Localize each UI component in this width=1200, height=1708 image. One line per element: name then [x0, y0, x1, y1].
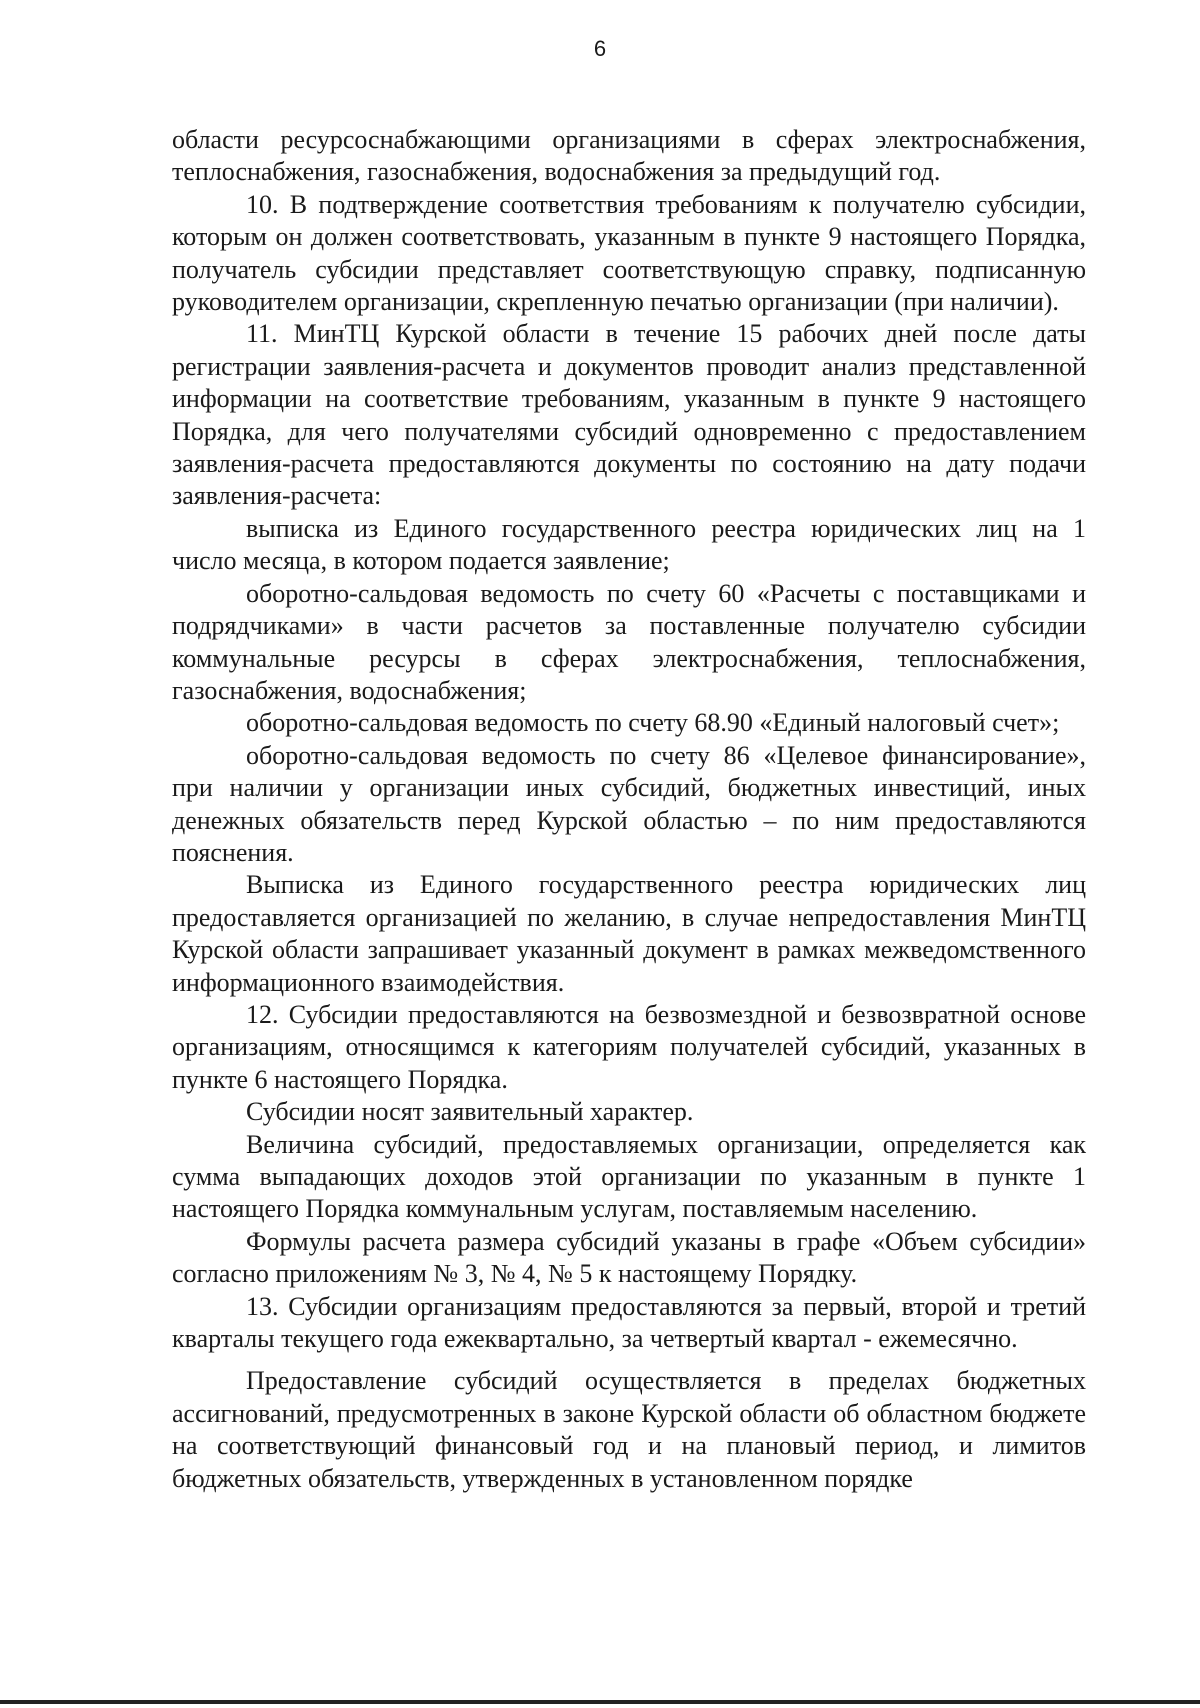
paragraph-declarative: Субсидии носят заявительный характер.	[246, 1097, 694, 1127]
paragraph-item-12: 12. Субсидии предоставляются на безвозмездной и безвозвратной основе организациям, относящимся к категориям получателей субсидий, указанных в пункте 6 настоящего Порядка.	[172, 999, 1086, 1094]
paragraph-egrul-optional: Выписка из Единого государственного реестра юридических лиц предоставляется организацией по желанию, в случае непредоставления МинТЦ Курской области запрашивает указанный документ в рамках межведомственного информационного взаимодействия.	[172, 870, 1086, 997]
scan-bottom-edge	[0, 1700, 1200, 1704]
page-number: 6	[593, 36, 607, 61]
paragraph-budget-limits: Предоставление субсидий осуществляется в пределах бюджетных ассигнований, предусмотренных в законе Курской области об областном бюджете на соответствующий финансовый год и на плановый период, и лимитов бюджетных обязательств, утвержденных в установленном порядке	[172, 1366, 1086, 1493]
paragraph-formulas: Формулы расчета размера субсидий указаны в графе «Объем субсидии» согласно приложениям № 3, № 4, № 5 к настоящему Порядку.	[172, 1226, 1086, 1289]
paragraph-account-60: оборотно-сальдовая ведомость по счету 60 «Расчеты с поставщиками и подрядчиками» в части расчетов за поставленные получателю субсидии коммунальные ресурсы в сферах электроснабжения, теплоснабжения, газоснабжения, водоснабжения;	[172, 578, 1086, 705]
paragraph-item-10: 10. В подтверждение соответствия требованиям к получателю субсидии, которым он должен соответствовать, указанным в пункте 9 настоящего Порядка, получатель субсидии представляет соответствующую справку, подписанную руководителем организации, скрепленную печатью организации (при наличии).	[172, 189, 1086, 317]
paragraph-account-68: оборотно-сальдовая ведомость по счету 68.90 «Единый налоговый счет»;	[246, 708, 1060, 738]
document-body	[172, 124, 1086, 1495]
paragraph-account-86: оборотно-сальдовая ведомость по счету 86 «Целевое финансирование», при наличии у организации иных субсидий, бюджетных инвестиций, иных денежных обязательств перед Курской областью – по ним предоставляются пояснения.	[172, 740, 1086, 867]
paragraph-continuation: области ресурсоснабжающими организациями в сферах электроснабжения, теплоснабжения, газоснабжения, водоснабжения за предыдущий год.	[172, 125, 1086, 187]
paragraph-egrul-extract: выписка из Единого государственного реестра юридических лиц на 1 число месяца, в котором подается заявление;	[172, 513, 1086, 576]
paragraph-item-13: 13. Субсидии организациям предоставляются за первый, второй и третий кварталы текущего года ежеквартально, за четвертый квартал - ежемесячно.	[172, 1291, 1086, 1354]
paragraph-item-11: 11. МинТЦ Курской области в течение 15 рабочих дней после даты регистрации заявления-расчета и документов проводит анализ представленной информации на соответствие требованиям, указанным в пункте 9 настоящего Порядка, для чего получателями субсидий одновременно с предоставлением заявления-расчета предоставляются документы по состоянию на дату подачи заявления-расчета:	[172, 319, 1086, 511]
paragraph-subsidy-amount: Величина субсидий, предоставляемых организации, определяется как сумма выпадающих доходов этой организации по указанным в пункте 1 настоящего Порядка коммунальным услугам, поставляемым населению.	[172, 1129, 1086, 1224]
